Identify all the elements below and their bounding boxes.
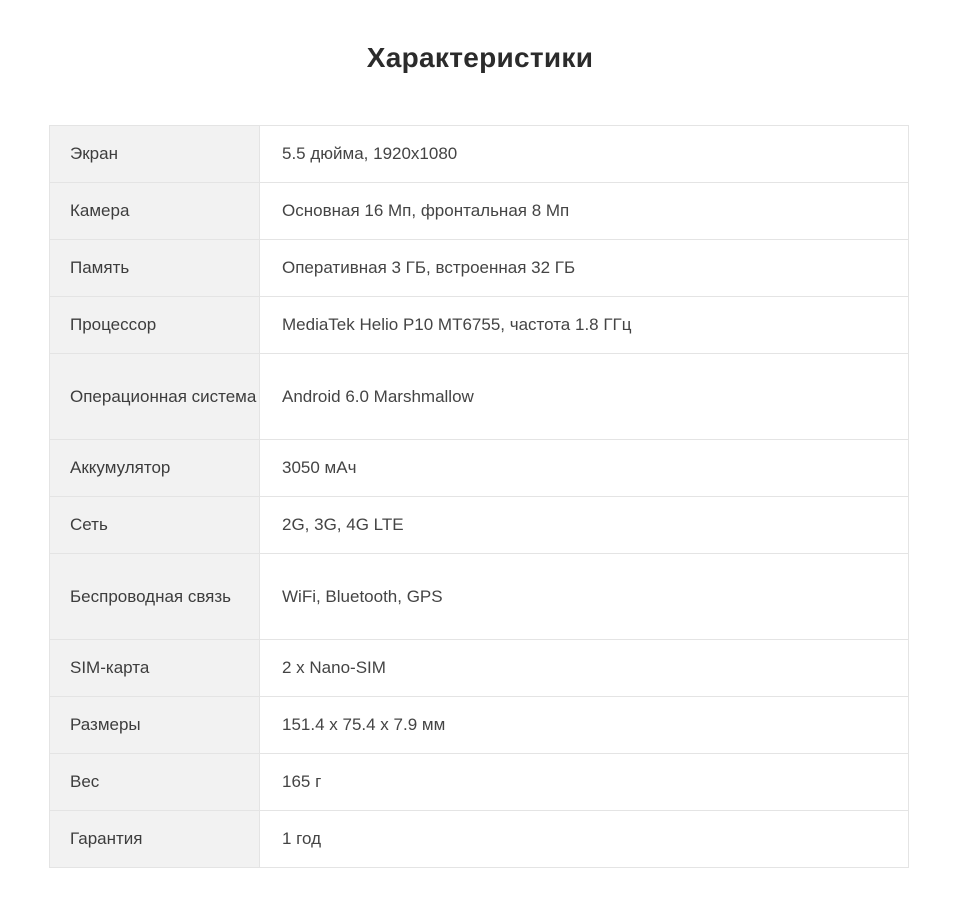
spec-row-memory: [50, 240, 909, 297]
spec-row-warranty: [50, 811, 909, 868]
spec-value: 2 x Nano-SIM: [260, 640, 909, 697]
spec-label: Сеть: [50, 497, 260, 554]
spec-label: Размеры: [50, 697, 260, 754]
spec-label: Процессор: [50, 297, 260, 354]
spec-row-os: [50, 354, 909, 440]
spec-value: 151.4 x 75.4 x 7.9 мм: [260, 697, 909, 754]
spec-row-camera: [50, 183, 909, 240]
spec-label: Камера: [50, 183, 260, 240]
specs-table: [49, 125, 909, 868]
spec-value: 165 г: [260, 754, 909, 811]
spec-row-network: [50, 497, 909, 554]
spec-label: SIM-карта: [50, 640, 260, 697]
spec-value: MediaTek Helio P10 MT6755, частота 1.8 ГГц: [260, 297, 909, 354]
spec-value: Основная 16 Мп, фронтальная 8 Мп: [260, 183, 909, 240]
spec-label: Гарантия: [50, 811, 260, 868]
spec-value: 5.5 дюйма, 1920x1080: [260, 126, 909, 183]
spec-label: Беспроводная связь: [50, 554, 260, 640]
spec-value: 2G, 3G, 4G LTE: [260, 497, 909, 554]
spec-row-processor: [50, 297, 909, 354]
spec-row-sim: [50, 640, 909, 697]
page-title: Характеристики: [366, 42, 594, 73]
spec-label: Вес: [50, 754, 260, 811]
spec-row-battery: [50, 440, 909, 497]
spec-row-screen: [50, 126, 909, 183]
spec-label: Память: [50, 240, 260, 297]
spec-label: Экран: [50, 126, 260, 183]
spec-row-weight: [50, 754, 909, 811]
spec-label: Аккумулятор: [50, 440, 260, 497]
spec-row-dimensions: [50, 697, 909, 754]
spec-value: Android 6.0 Marshmallow: [260, 354, 909, 440]
spec-value: 3050 мАч: [260, 440, 909, 497]
spec-row-wireless: [50, 554, 909, 640]
spec-value: Оперативная 3 ГБ, встроенная 32 ГБ: [260, 240, 909, 297]
spec-value: WiFi, Bluetooth, GPS: [260, 554, 909, 640]
spec-value: 1 год: [260, 811, 909, 868]
spec-label: Операционная система: [50, 354, 260, 440]
